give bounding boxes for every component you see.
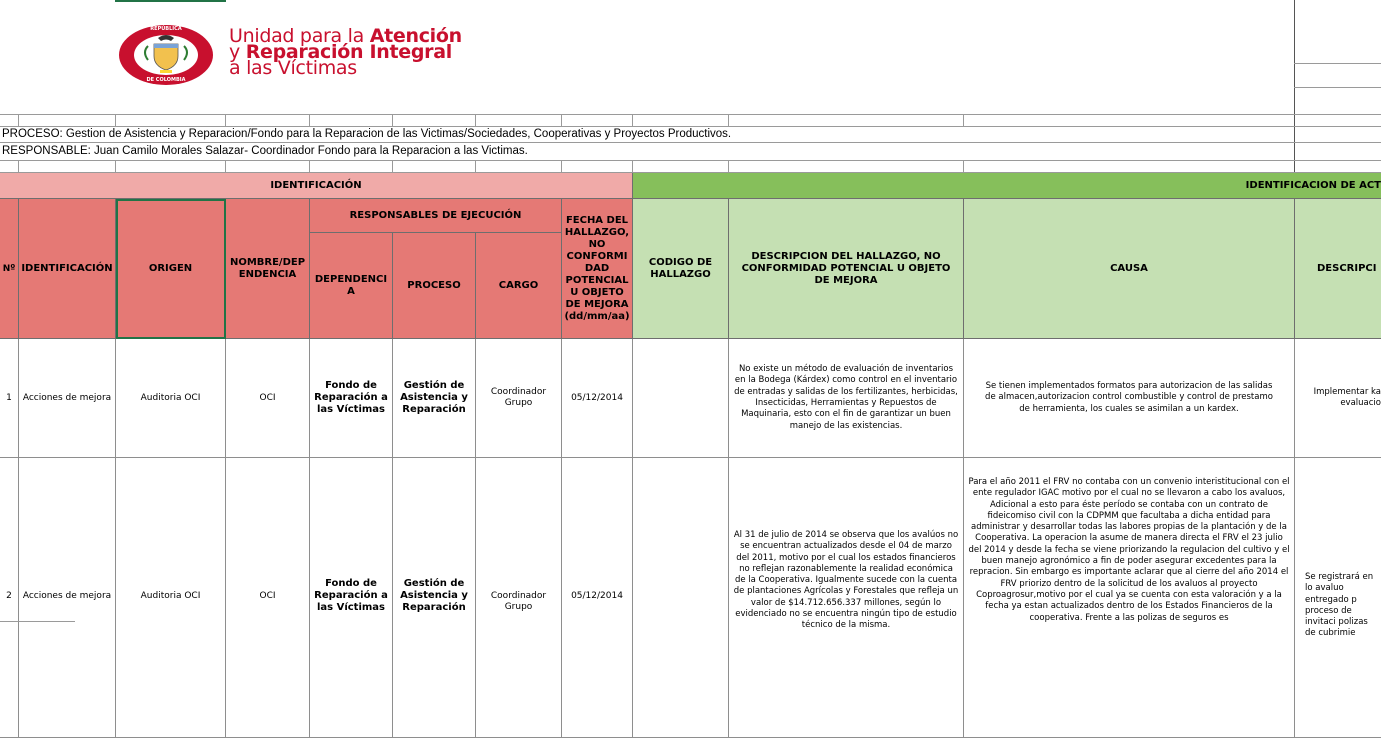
wordmark-line2-bold: Reparación Integral (245, 41, 452, 63)
cell-origen[interactable]: Auditoria OCI (116, 339, 226, 458)
col-header-num[interactable]: Nº (0, 199, 19, 339)
wordmark-line1-normal: Unidad para la (229, 25, 370, 47)
seal-text-bottom: DE COLOMBIA (146, 77, 186, 83)
group-header-identificacion-act[interactable]: IDENTIFICACION DE ACT (633, 173, 1381, 199)
cell-fecha[interactable]: 05/12/2014 (562, 458, 633, 738)
cell-identificacion[interactable]: Acciones de mejora (19, 339, 116, 458)
cell-identificacion[interactable]: Acciones de mejora (19, 458, 116, 738)
col-header-fecha[interactable]: FECHA DEL HALLAZGO, NO CONFORMI DAD POTENCIAL U OBJETO DE MEJORA (dd/mm/aa) (562, 199, 633, 339)
cell-nombre[interactable]: OCI (226, 458, 310, 738)
cell-fecha[interactable]: 05/12/2014 (562, 339, 633, 458)
cell-causa[interactable]: Se tienen implementados formatos para autorizacion de las salidas de almacen,autorizacion control combustible y control de prestamo de herramienta, los cuales se asimilan a un kardex. (964, 339, 1295, 458)
wordmark-line3: a las Víctimas (229, 57, 357, 79)
cell-proceso[interactable]: Gestión de Asistencia y Reparación (393, 458, 476, 738)
cell-num[interactable]: 1 (0, 339, 19, 458)
responsable-text[interactable]: RESPONSABLE: Juan Camilo Morales Salazar- Coordinador Fondo para la Reparacion a las Victimas. (2, 145, 528, 157)
cell-dependencia[interactable]: Fondo de Reparación a las Víctimas (310, 458, 393, 738)
cell-proceso[interactable]: Gestión de Asistencia y Reparación (393, 339, 476, 458)
col-header-nombre[interactable]: NOMBRE/DEP ENDENCIA (226, 199, 310, 339)
cell-num[interactable]: 2 (0, 458, 19, 738)
col-header-descripcion-2[interactable]: DESCRIPCI (1295, 199, 1381, 339)
col-header-dependencia[interactable]: DEPENDENCI A (310, 233, 393, 339)
seal-text-top: REPÚBLICA (150, 26, 182, 32)
cell-codigo[interactable] (633, 339, 729, 458)
col-header-codigo[interactable]: CODIGO DE HALLAZGO (633, 199, 729, 339)
col-header-descripcion[interactable]: DESCRIPCION DEL HALLAZGO, NO CONFORMIDAD POTENCIAL U OBJETO DE MEJORA (729, 199, 964, 339)
cell-codigo[interactable] (633, 458, 729, 738)
cell-dependencia[interactable]: Fondo de Reparación a las Víctimas (310, 339, 393, 458)
group-header-identificacion[interactable]: IDENTIFICACIÓN (0, 173, 633, 199)
wordmark-line1-bold: Atención (369, 25, 462, 47)
proceso-text[interactable]: PROCESO: Gestion de Asistencia y Reparacion/Fondo para la Reparacion de las Victimas/Sociedades, Cooperativas y Proyectos Productivos. (2, 128, 732, 140)
cell-descripcion[interactable]: No existe un método de evaluación de inventarios en la Bodega (Kárdex) como control en el inventario de entradas y salidas de los fertilizantes, herbicidas, Insecticidas, Herramientas y Repuestos de Maquinaria, esto con el fin de garantizar un buen manejo de las existencias. (729, 339, 964, 458)
excel-selection-marker (115, 0, 226, 2)
col-header-proceso[interactable]: PROCESO (393, 233, 476, 339)
unidad-victimas-wordmark (229, 25, 509, 79)
cell-descripcion-2[interactable]: Implementar ka evaluacio (1295, 339, 1381, 458)
colombia-seal-logo (118, 24, 214, 86)
cell-descripcion-2[interactable]: Se registrará en lo avaluo entregado p proceso de invitaci polizas de cubrimie (1295, 458, 1381, 738)
col-header-identificacion[interactable]: IDENTIFICACIÓN (19, 199, 116, 339)
cell-origen[interactable]: Auditoria OCI (116, 458, 226, 738)
group-header-responsables[interactable]: RESPONSABLES DE EJECUCIÓN (310, 199, 562, 233)
cell-cargo[interactable]: Coordinador Grupo (476, 458, 562, 738)
cell-nombre[interactable]: OCI (226, 339, 310, 458)
cell-cargo[interactable]: Coordinador Grupo (476, 339, 562, 458)
cell-causa[interactable]: Para el año 2011 el FRV no contaba con un convenio interistitucional con el ente regulador IGAC motivo por el cual no se llevaron a cabo los avaluos, Adicional a esto para éste período se contaba con un contrato de fideicomiso civil con la CDPMM que facultaba a dicha entidad para administrar y desarrollar todas las labores propias de la plantación y de la Cooperativa. La operacion la asume de manera directa el FRV el 23 julio del 2014 y desde la fecha se viene priorizando la regulacion del cultivo y el buen manejo agronómico a fin de poder asegurar excedentes para la repracion. Sin embargo es importante aclarar que al cierre del año 2014 el FRV priorizo dentro de la solicitud de los avaluos al proyecto Coproagrosur,motivo por el cual ya se cuenta con esta valoración y a la fecha ya estan actualizados dentro de los Estados Financieros de la cooperativa. Frente a las polizas de seguros es (964, 458, 1295, 738)
wordmark-line2-normal: y (229, 41, 246, 63)
col-header-causa[interactable]: CAUSA (964, 199, 1295, 339)
col-header-cargo[interactable]: CARGO (476, 233, 562, 339)
cell-descripcion[interactable]: Al 31 de julio de 2014 se observa que los avalúos no se encuentran actualizados desde el 04 de marzo del 2011, motivo por el cual los estados financieros no reflejan razonablemente la realidad económica de la Cooperativa. Igualmente sucede con la cuenta de plantaciones Agrícolas y Forestales que refleja un valor de $14.712.656.337 millones, según lo evidenciado no se encuentra ningún tipo de estudio técnico de la misma. (729, 458, 964, 738)
col-header-origen[interactable]: ORIGEN (116, 199, 226, 339)
